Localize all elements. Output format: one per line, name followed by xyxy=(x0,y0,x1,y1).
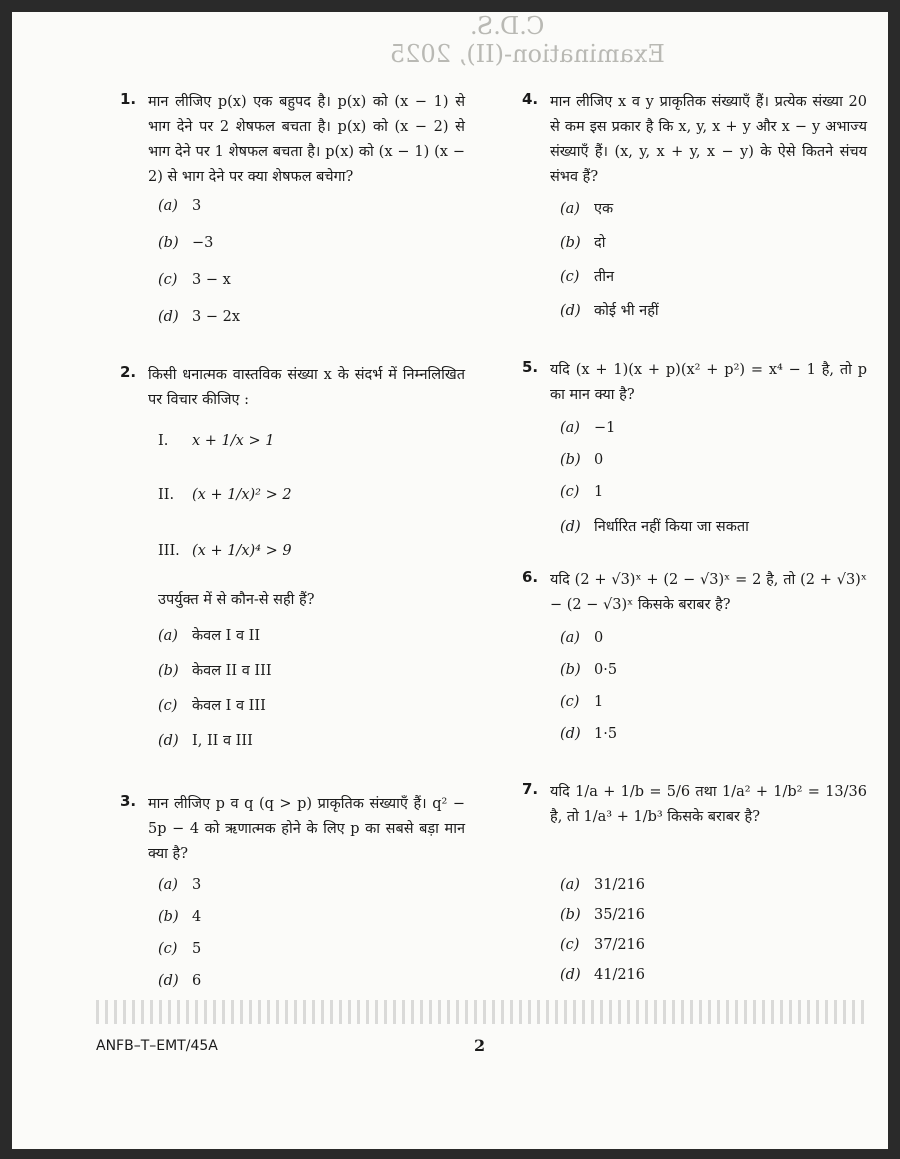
question-number: 1. xyxy=(120,90,137,108)
option-c[interactable]: (c) 3 − x xyxy=(158,272,231,288)
scan-border-bottom xyxy=(0,1149,900,1159)
option-c[interactable]: (c) 1 xyxy=(560,484,604,500)
question-prompt: उपर्युक्त में से कौन-से सही हैं? xyxy=(158,592,315,608)
question-text: मान लीजिए p(x) एक बहुपद है। p(x) को (x − 1) से भाग देने पर 2 शेषफल बचता है। p(x) को (x − 2) से भाग देने पर 1 शेषफल बचता है। p(x) को (x − 1) (x − 2) से भाग देने पर क्या शेषफल बचेगा? xyxy=(148,94,465,185)
question-1 xyxy=(120,90,465,325)
option-a[interactable]: (a) 0 xyxy=(560,630,604,646)
option-b[interactable]: (b) केवल II व III xyxy=(158,663,272,679)
question-2 xyxy=(120,363,465,749)
statement-3: III. (x + 1/x)⁴ > 9 xyxy=(158,543,292,559)
option-b[interactable]: (b) −3 xyxy=(158,235,214,251)
question-number: 5. xyxy=(522,358,539,376)
option-a[interactable]: (a) −1 xyxy=(560,420,616,436)
option-b[interactable]: (b) 4 xyxy=(158,909,202,925)
option-b[interactable]: (b) 0 xyxy=(560,452,604,468)
option-a[interactable]: (a) केवल I व II xyxy=(158,628,261,644)
question-text: मान लीजिए p व q (q > p) प्राकृतिक संख्याएँ हैं। q² − 5p − 4 को ऋणात्मक होने के लिए p का सबसे बड़ा मान क्या है? xyxy=(148,796,465,862)
scan-border-left xyxy=(0,0,12,1159)
option-c[interactable]: (c) केवल I व III xyxy=(158,698,266,714)
question-text: यदि 1/a + 1/b = 5/6 तथा 1/a² + 1/b² = 13/36 है, तो 1/a³ + 1/b³ किसके बराबर है? xyxy=(550,784,867,825)
question-text: किसी धनात्मक वास्तविक संख्या x के संदर्भ में निम्नलिखित पर विचार कीजिए : xyxy=(148,367,465,408)
question-7 xyxy=(522,780,867,983)
question-text: यदि (x + 1)(x + p)(x² + p²) = x⁴ − 1 है, तो p का मान क्या है? xyxy=(550,362,867,403)
question-number: 6. xyxy=(522,568,539,586)
page-number: 2 xyxy=(474,1036,486,1055)
option-d[interactable]: (d) I, II व III xyxy=(158,733,253,749)
option-d[interactable]: (d) 41/216 xyxy=(560,967,646,983)
bleed-through-text: Examination-(II), 2025 xyxy=(390,40,665,68)
option-b[interactable]: (b) 35/216 xyxy=(560,907,646,923)
statement-1: I. x + 1/x > 1 xyxy=(158,433,275,449)
question-5 xyxy=(522,358,867,535)
option-c[interactable]: (c) 5 xyxy=(158,941,202,957)
option-d[interactable]: (d) 6 xyxy=(158,973,202,989)
question-number: 2. xyxy=(120,363,137,381)
question-text: यदि (2 + √3)ˣ + (2 − √3)ˣ = 2 है, तो (2 + √3)ˣ − (2 − √3)ˣ किसके बराबर है? xyxy=(550,572,867,613)
option-d[interactable]: (d) 1·5 xyxy=(560,726,618,742)
option-a[interactable]: (a) एक xyxy=(560,201,614,217)
statement-2: II. (x + 1/x)² > 2 xyxy=(158,487,292,503)
question-6 xyxy=(522,568,867,742)
option-c[interactable]: (c) 37/216 xyxy=(560,937,646,953)
option-c[interactable]: (c) 1 xyxy=(560,694,604,710)
scan-noise-band xyxy=(96,1000,866,1024)
option-a[interactable]: (a) 3 xyxy=(158,877,202,893)
question-4 xyxy=(522,90,867,319)
option-d[interactable]: (d) 3 − 2x xyxy=(158,309,240,325)
question-number: 4. xyxy=(522,90,539,108)
question-3 xyxy=(120,792,465,989)
question-text: मान लीजिए x व y प्राकृतिक संख्याएँ हैं। प्रत्येक संख्या 20 से कम इस प्रकार है कि x, y, x + y और x − y अभाज्य संख्याएँ हैं। (x, y, x + y, x − y) के ऐसे कितने संचय संभव हैं? xyxy=(550,94,867,185)
option-b[interactable]: (b) 0·5 xyxy=(560,662,618,678)
option-d[interactable]: (d) निर्धारित नहीं किया जा सकता xyxy=(560,519,749,535)
option-c[interactable]: (c) तीन xyxy=(560,269,615,285)
scan-border-right xyxy=(888,0,900,1159)
question-number: 7. xyxy=(522,780,539,798)
option-d[interactable]: (d) कोई भी नहीं xyxy=(560,303,659,319)
option-a[interactable]: (a) 31/216 xyxy=(560,877,646,893)
paper-code: ANFB–T–EMT/45A xyxy=(96,1038,218,1054)
bleed-through-text: C.D.S. xyxy=(470,12,545,40)
scan-border-top xyxy=(0,0,900,12)
option-a[interactable]: (a) 3 xyxy=(158,198,202,214)
question-number: 3. xyxy=(120,792,137,810)
option-b[interactable]: (b) दो xyxy=(560,235,606,251)
